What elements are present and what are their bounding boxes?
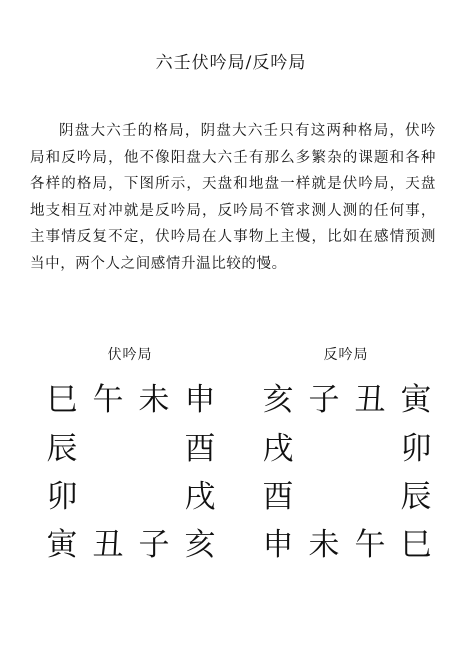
fanyin-top-1: 亥: [262, 382, 294, 418]
fanyin-top-4: 寅: [400, 382, 432, 418]
fanyin-bottom-2: 未: [308, 527, 340, 563]
fanyin-bottom-3: 午: [354, 527, 386, 563]
fanyin-top-3: 丑: [354, 382, 386, 418]
fuyin-left-1: 辰: [46, 431, 78, 467]
fanyin-label: 反吟局: [323, 347, 369, 363]
fanyin-left-1: 戌: [262, 431, 294, 467]
fuyin-label: 伏吟局: [107, 347, 153, 363]
fuyin-top-4: 申: [184, 382, 216, 418]
fuyin-diagram: [40, 344, 220, 584]
fanyin-bottom-1: 申: [262, 527, 294, 563]
fuyin-bottom-4: 亥: [184, 527, 216, 563]
body-paragraph: 阴盘大六壬的格局，阴盘大六壬只有这两种格局，伏吟局和反吟局，他不像阳盘大六壬有那么多繁杂的课题和各种各样的格局，下图所示，天盘和地盘一样就是伏吟局，天盘地支相互对冲就是反吟局，反吟局不管求测人测的任何事，主事情反复不定，伏吟局在人事物上主慢，比如在感情预测当中，两个人之间感情升温比较的慢。: [30, 123, 436, 272]
fuyin-top-2: 午: [92, 382, 124, 418]
fuyin-right-1: 酉: [184, 431, 216, 467]
fuyin-bottom-1: 寅: [46, 527, 78, 563]
fanyin-top-2: 子: [308, 382, 340, 418]
fanyin-left-2: 酉: [262, 479, 294, 515]
fuyin-left-2: 卯: [46, 479, 78, 515]
fuyin-bottom-3: 子: [138, 527, 170, 563]
fanyin-right-2: 辰: [400, 479, 432, 515]
fuyin-top-1: 巳: [46, 382, 78, 418]
fuyin-bottom-2: 丑: [92, 527, 124, 563]
fanyin-bottom-4: 巳: [400, 527, 432, 563]
page-title: 六壬伏吟局/反吟局: [155, 53, 307, 73]
fuyin-top-3: 未: [138, 382, 170, 418]
fuyin-right-2: 戌: [184, 479, 216, 515]
fanyin-right-1: 卯: [400, 431, 432, 467]
fanyin-diagram: [256, 344, 436, 584]
